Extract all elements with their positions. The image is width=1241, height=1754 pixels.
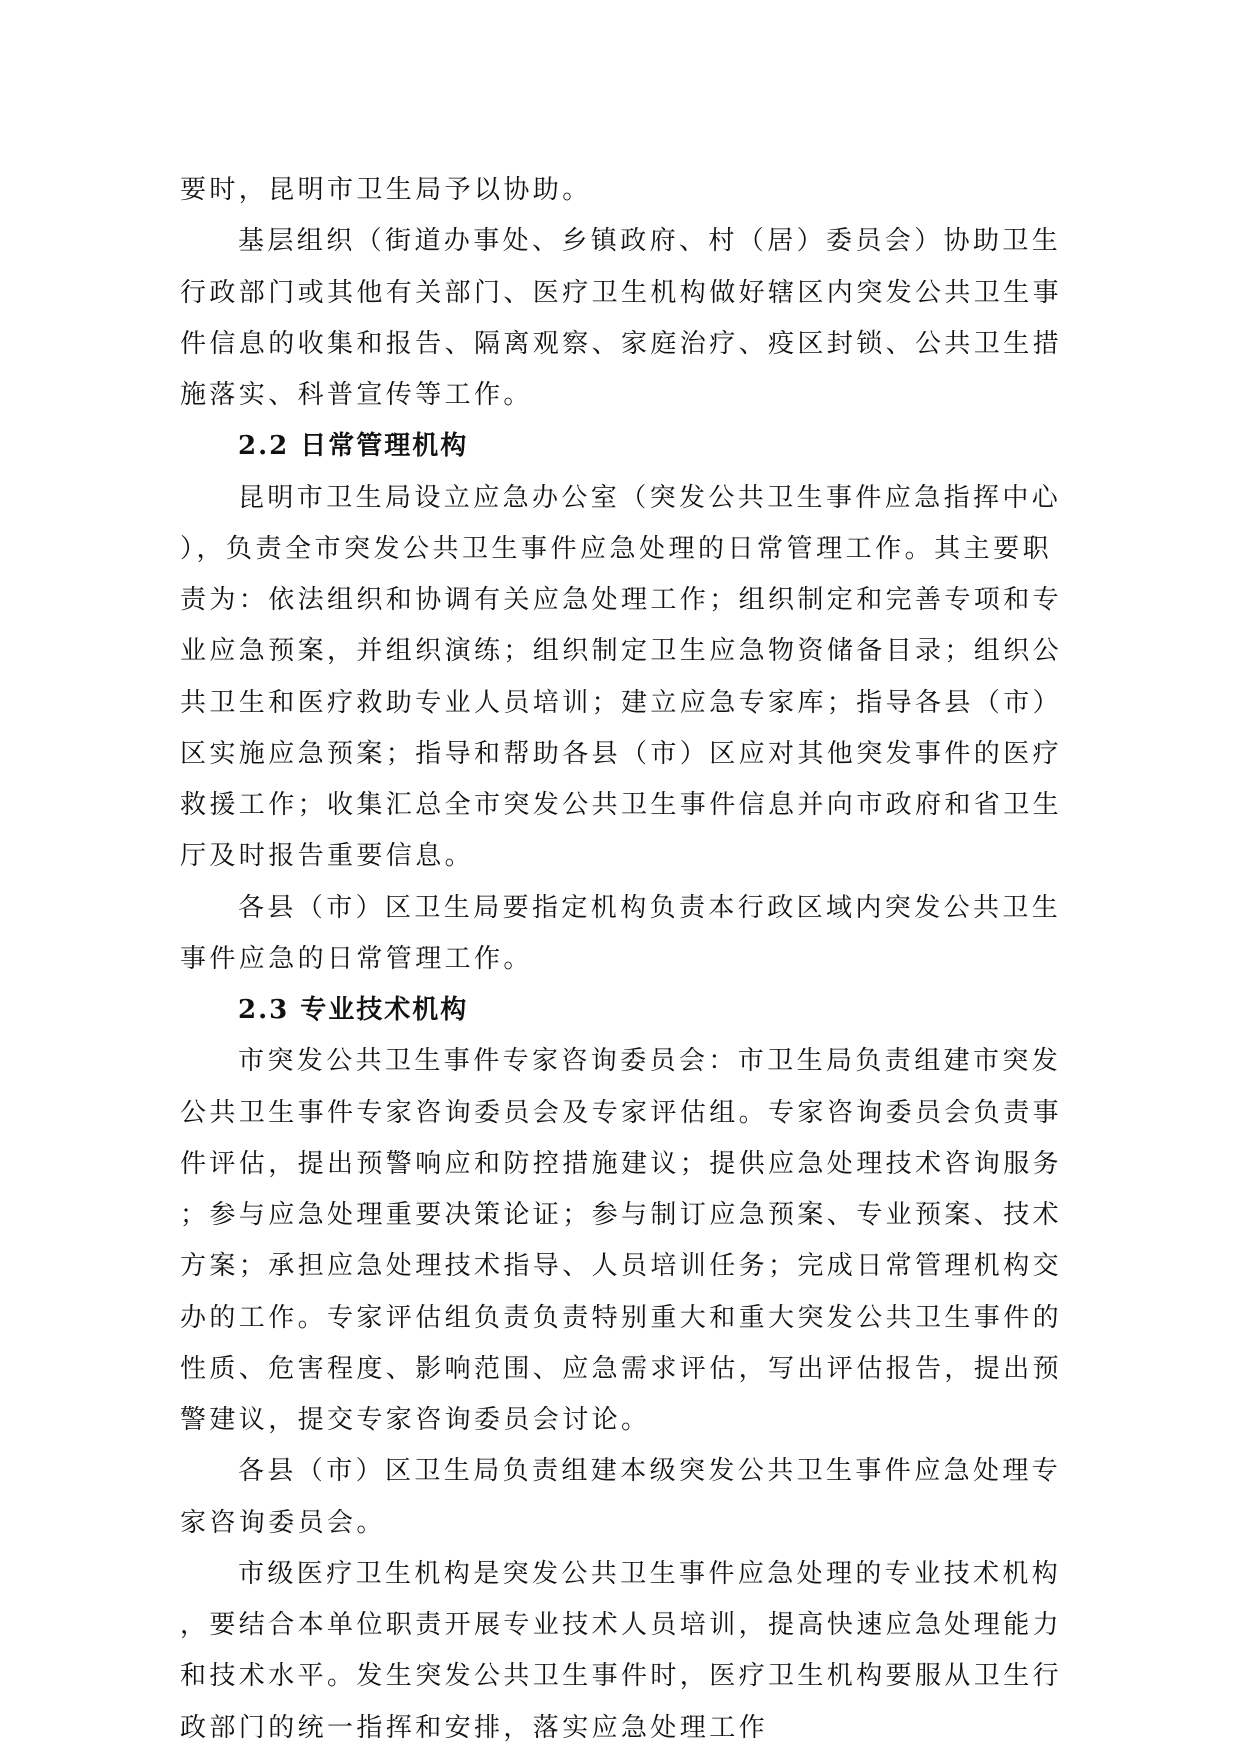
body-text-line: 行政部门或其他有关部门、医疗卫生机构做好辖区内突发公共卫生事: [180, 277, 1063, 308]
paragraph-first-line: 市级医疗卫生机构是突发公共卫生事件应急处理的专业技术机构: [238, 1558, 1062, 1589]
body-text-line: 救援工作；收集汇总全市突发公共卫生事件信息并向市政府和省卫生: [180, 790, 1063, 820]
body-text-line: 责为：依法组织和协调有关应急处理工作；组织制定和完善专项和专: [180, 585, 1063, 615]
body-text-line: 件评估，提出预警响应和防控措施建议；提供应急处理技术咨询服务: [180, 1148, 1063, 1179]
body-text-line: 施落实、科普宣传等工作。: [180, 380, 533, 410]
body-text-line: 和技术水平。发生突发公共卫生事件时，医疗卫生机构要服从卫生行: [180, 1661, 1063, 1692]
body-text-line: 厅及时报告重要信息。: [180, 841, 475, 872]
section-heading: 2.3 专业技术机构: [238, 995, 469, 1025]
body-text-line: 方案；承担应急处理技术指导、人员培训任务；完成日常管理机构交: [180, 1251, 1063, 1282]
paragraph-first-line: 各县（市）区卫生局要指定机构负责本行政区域内突发公共卫生: [238, 892, 1062, 923]
body-text-line: 业应急预案，并组织演练；组织制定卫生应急物资储备目录；组织公: [180, 636, 1063, 667]
document-body: [180, 165, 1063, 1754]
body-text-line: 性质、危害程度、影响范围、应急需求评估，写出评估报告，提出预: [180, 1353, 1063, 1384]
body-text-line: 警建议，提交专家咨询委员会讨论。: [180, 1405, 651, 1435]
body-text-line: 区实施应急预案；指导和帮助各县（市）区应对其他突发事件的医疗: [180, 738, 1063, 769]
body-text-line: ；参与应急处理重要决策论证；参与制订应急预案、专业预案、技术: [180, 1200, 1063, 1230]
paragraph-first-line: 市突发公共卫生事件专家咨询委员会：市卫生局负责组建市突发: [238, 1046, 1062, 1077]
body-text-line: 要时，昆明市卫生局予以协助。: [180, 175, 592, 205]
body-text-line: ，要结合本单位职责开展专业技术人员培训，提高快速应急处理能力: [180, 1610, 1063, 1640]
body-text-line: 事件应急的日常管理工作。: [180, 943, 533, 974]
body-text-line: 公共卫生事件专家咨询委员会及专家评估组。专家咨询委员会负责事: [180, 1097, 1063, 1128]
section-heading: 2.2 日常管理机构: [238, 431, 469, 462]
paragraph-first-line: 各县（市）区卫生局负责组建本级突发公共卫生事件应急处理专: [238, 1456, 1062, 1487]
body-text-line: ），负责全市突发公共卫生事件应急处理的日常管理工作。其主要职: [180, 533, 1052, 564]
paragraph-first-line: 基层组织（街道办事处、乡镇政府、村（居）委员会）协助卫生: [238, 226, 1062, 257]
body-text-line: 办的工作。专家评估组负责负责特别重大和重大突发公共卫生事件的: [180, 1302, 1063, 1333]
body-text-line: 件信息的收集和报告、隔离观察、家庭治疗、疫区封锁、公共卫生措: [180, 328, 1063, 359]
paragraph-first-line: 昆明市卫生局设立应急办公室（突发公共卫生事件应急指挥中心: [238, 482, 1062, 513]
body-text-line: 家咨询委员会。: [180, 1507, 386, 1538]
body-text-line: 共卫生和医疗救助专业人员培训；建立应急专家库；指导各县（市）: [180, 687, 1063, 718]
body-text-line: 政部门的统一指挥和安排，落实应急处理工作: [180, 1712, 769, 1743]
